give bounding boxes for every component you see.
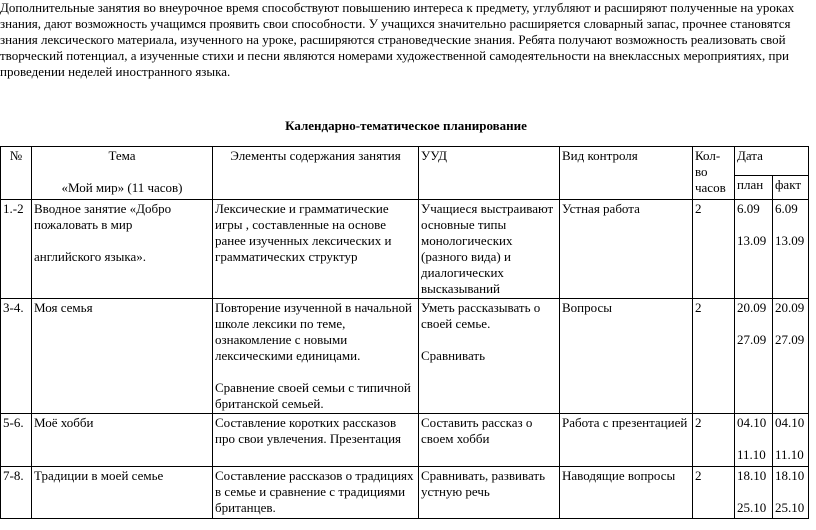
row-plan-dates: 20.09 27.09 bbox=[735, 299, 773, 414]
row-plan-dates: 04.10 11.10 bbox=[735, 414, 773, 467]
row-control: Устная работа bbox=[560, 200, 693, 299]
header-number: № bbox=[1, 147, 32, 200]
row-elements: Повторение изученной в начальной школе лексики по теме, ознакомление с новыми лексическими единицами. Сравнение своей семьи с типичной британской семьей. bbox=[213, 299, 419, 414]
thematic-plan-table bbox=[0, 146, 809, 519]
section-heading: Календарно-тематическое планирование bbox=[285, 118, 527, 133]
row-fact-dates: 6.09 13.09 bbox=[773, 200, 809, 299]
row-elements: Лексические и грамматические игры , составленные на основе ранее изученных лексических и грамматических структур bbox=[213, 200, 419, 299]
header-fact: факт bbox=[773, 176, 809, 200]
row-plan-dates: 18.10 25.10 bbox=[735, 467, 773, 519]
header-date: Дата bbox=[735, 147, 809, 176]
row-fact-dates: 20.09 27.09 bbox=[773, 299, 809, 414]
row-topic: Моё хобби bbox=[32, 414, 213, 467]
row-control: Вопросы bbox=[560, 299, 693, 414]
table-row bbox=[1, 414, 809, 467]
row-number: 1.-2 bbox=[1, 200, 32, 299]
row-plan-dates: 6.09 13.09 bbox=[735, 200, 773, 299]
header-control-type: Вид контроля bbox=[560, 147, 693, 200]
table-row bbox=[1, 467, 809, 519]
header-hours: Кол-во часов bbox=[693, 147, 735, 200]
row-control: Работа с презентацией bbox=[560, 414, 693, 467]
row-topic: Моя семья bbox=[32, 299, 213, 414]
header-elements: Элементы содержания занятия bbox=[213, 147, 419, 200]
row-uud: Сравнивать, развивать устную речь bbox=[419, 467, 560, 519]
row-hours: 2 bbox=[693, 200, 735, 299]
header-plan: план bbox=[735, 176, 773, 200]
row-fact-dates: 18.10 25.10 bbox=[773, 467, 809, 519]
row-topic: Вводное занятие «Добро пожаловать в мир английского языка». bbox=[32, 200, 213, 299]
row-control: Наводящие вопросы bbox=[560, 467, 693, 519]
intro-paragraph: Дополнительные занятия во внеурочное время способствуют повышению интереса к предмету, углубляют и расширяют полученные на уроках знания, дают возможность учащимся проявить свои способности. У учащихся значительно расширяется словарный запас, прочнее становятся знания лексического материала, изученного на уроке, расширяются страноведческие знания. Ребята получают возможность реализовать свой творческий потенциал, а изученные стихи и песни являются номерами художественной самодеятельности на внеклассных мероприятиях, при проведении неделей иностранного языка. bbox=[0, 0, 795, 79]
table-header-row bbox=[1, 147, 809, 176]
row-hours: 2 bbox=[693, 414, 735, 467]
row-number: 5-6. bbox=[1, 414, 32, 467]
row-uud: Уметь рассказывать о своей семье. Сравнивать bbox=[419, 299, 560, 414]
header-topic-label: Тема bbox=[108, 148, 136, 163]
row-uud: Учащиеся выстраивают основные типы монологических (разного вида) и диалогических высказываний bbox=[419, 200, 560, 299]
row-number: 3-4. bbox=[1, 299, 32, 414]
header-uud: УУД bbox=[419, 147, 560, 200]
row-uud: Составить рассказ о своем хобби bbox=[419, 414, 560, 467]
header-topic bbox=[32, 147, 213, 200]
row-topic: Традиции в моей семье bbox=[32, 467, 213, 519]
header-topic-subtitle: «Мой мир» (11 часов) bbox=[61, 180, 183, 195]
row-number: 7-8. bbox=[1, 467, 32, 519]
table-row bbox=[1, 200, 809, 299]
row-hours: 2 bbox=[693, 299, 735, 414]
row-elements: Составление коротких рассказов про свои увлечения. Презентация bbox=[213, 414, 419, 467]
row-fact-dates: 04.10 11.10 bbox=[773, 414, 809, 467]
table-row bbox=[1, 299, 809, 414]
row-hours: 2 bbox=[693, 467, 735, 519]
row-elements: Составление рассказов о традициях в семье и сравнение с традициями британцев. bbox=[213, 467, 419, 519]
